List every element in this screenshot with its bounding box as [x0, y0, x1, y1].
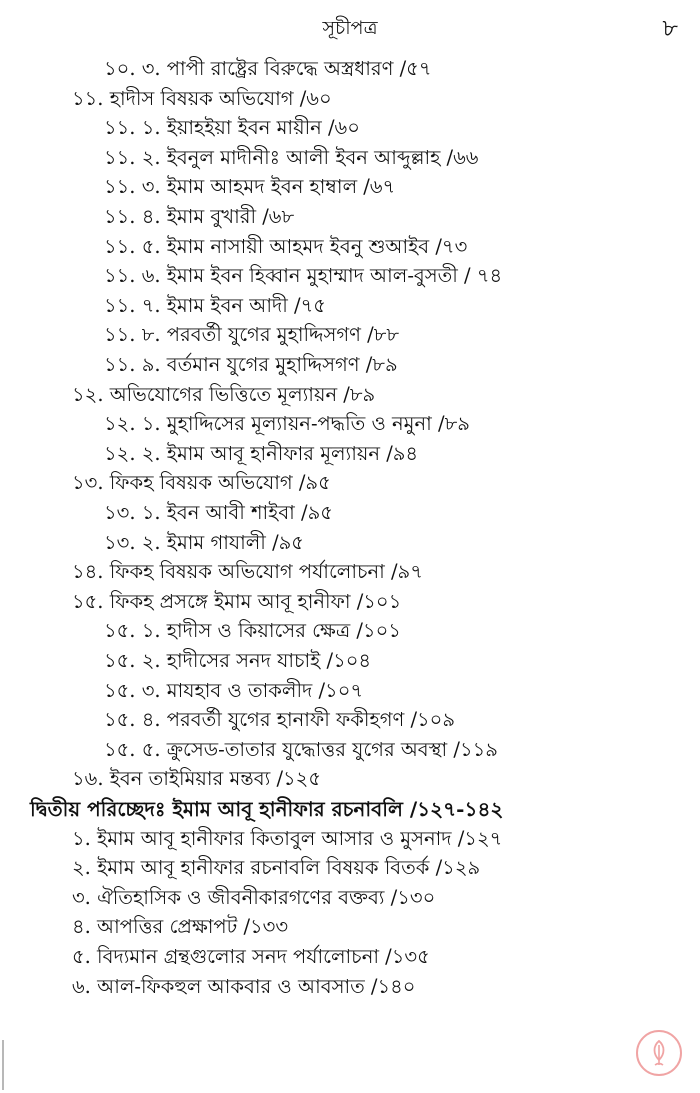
toc-entry: ১১. ৯. বর্তমান যুগের মুহাদ্দিসগণ /৮৯ — [104, 353, 398, 376]
toc-entry: ১৫. ৩. মাযহাব ও তাকলীদ /১০৭ — [104, 678, 364, 702]
toc-entry: ১৫. ফিকহ প্রসঙ্গে ইমাম আবূ হানীফা /১০১ — [72, 589, 402, 613]
toc-entry: ৫. বিদ্যমান গ্রন্থগুলোর সনদ পর্যালোচনা /১৩৫ — [72, 945, 430, 968]
toc-entry: ১১. ৫. ইমাম নাসায়ী আহমদ ইবনু শুআইব /৭৩ — [104, 234, 468, 258]
toc-entry: ১৩. ১. ইবন আবী শাইবা /৯৫ — [104, 501, 333, 524]
toc-entry: ১১. ৬. ইমাম ইবন হিব্বান মুহাম্মাদ আল-বুসতী / ৭৪ — [104, 264, 503, 288]
page-number: ৮ — [662, 14, 678, 42]
toc-entry: ১৬. ইবন তাইমিয়ার মন্তব্য /১২৫ — [72, 767, 321, 791]
toc-entry: ১৩. ফিকহ বিষয়ক অভিযোগ /৯৫ — [72, 471, 331, 495]
toc-entry: ১৫. ৫. ক্রুসেড-তাতার যুদ্ধোত্তর যুগের অবস্থা /১১৯ — [104, 737, 498, 761]
toc-entry: ১২. ২. ইমাম আবূ হানীফার মূল্যায়ন /৯৪ — [104, 441, 419, 465]
section-heading: দ্বিতীয় পরিচ্ছেদঃ ইমাম আবূ হানীফার রচনাবলি /১২৭-১৪২ — [30, 797, 504, 821]
scan-edge-mark — [2, 1040, 4, 1090]
toc-entry: ১১. ৪. ইমাম বুখারী /৬৮ — [104, 205, 295, 228]
toc-entry: ৬. আল-ফিকহুল আকবার ও আবসাত /১৪০ — [72, 974, 416, 998]
page-title: সূচীপত্র — [322, 17, 378, 39]
toc-entry: ১০. ৩. পাপী রাষ্ট্রের বিরুদ্ধে অস্ত্রধারণ /৫৭ — [104, 57, 432, 80]
toc-entry: ১৫. ২. হাদীসের সনদ যাচাই /১০৪ — [104, 649, 372, 672]
toc-entry: ১৫. ৪. পরবর্তী যুগের হানাফী ফকীহগণ /১০৯ — [104, 708, 456, 732]
toc-entry: ৪. আপত্তির প্রেক্ষাপট /১৩৩ — [72, 915, 289, 939]
toc-entry: ১১. হাদীস বিষয়ক অভিযোগ /৬০ — [72, 86, 332, 110]
toc-entry: ১. ইমাম আবূ হানীফার কিতাবুল আসার ও মুসনাদ /১২৭ — [72, 826, 503, 850]
toc-entry: ১২. অভিযোগের ভিত্তিতে মূল্যায়ন /৮৯ — [72, 382, 376, 406]
quill-stamp-icon — [636, 1030, 682, 1076]
toc-entry: ১১. ৮. পরবর্তী যুগের মুহাদ্দিসগণ /৮৮ — [104, 323, 400, 347]
toc-entry: ১৫. ১. হাদীস ও কিয়াসের ক্ষেত্র /১০১ — [104, 619, 401, 643]
toc-entry: ১১. ২. ইবনুল মাদীনীঃ আলী ইবন আব্দুল্লাহ /৬৬ — [104, 145, 479, 169]
toc-entry: ৩. ঐতিহাসিক ও জীবনীকারগণের বক্তব্য /১৩০ — [72, 885, 436, 909]
toc-entry: ১২. ১. মুহাদ্দিসের মূল্যায়ন-পদ্ধতি ও নমুনা /৮৯ — [104, 412, 470, 436]
toc-entry: ১১. ৩. ইমাম আহমদ ইবন হাম্বাল /৬৭ — [104, 175, 396, 199]
toc-entry: ১১. ১. ইয়াহইয়া ইবন মায়ীন /৬০ — [104, 116, 360, 140]
toc-entry: ১৪. ফিকহ বিষয়ক অভিযোগ পর্যালোচনা /৯৭ — [72, 560, 423, 584]
toc-entry: ২. ইমাম আবূ হানীফার রচনাবলি বিষয়ক বিতর্ক /১২৯ — [72, 856, 481, 880]
toc-entry: ১৩. ২. ইমাম গাযালী /৯৫ — [104, 530, 304, 554]
toc-entry: ১১. ৭. ইমাম ইবন আদী /৭৫ — [104, 293, 326, 317]
